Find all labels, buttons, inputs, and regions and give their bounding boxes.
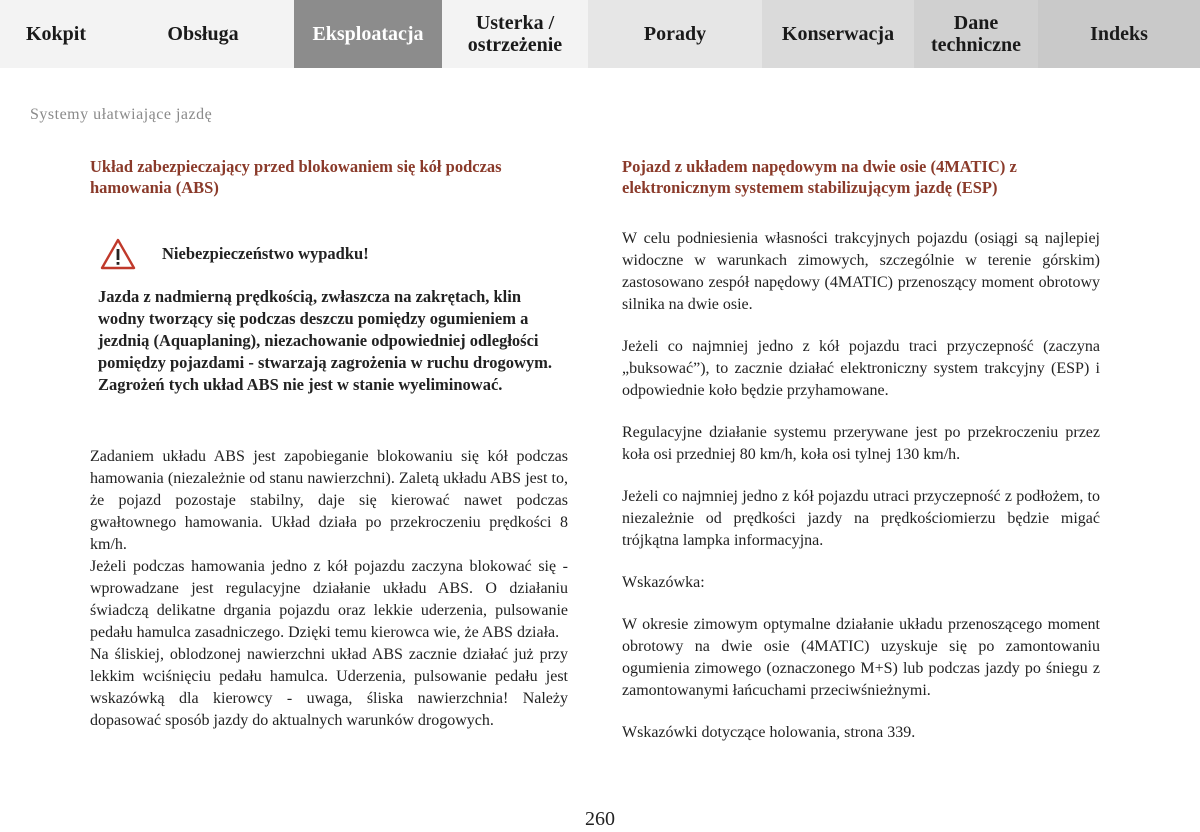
warning-title: Niebezpieczeństwo wypadku! [162,244,369,263]
tab-label: Kokpit [25,23,87,45]
warning-triangle-icon [100,238,136,270]
hint-label: Wskazówka: [622,574,705,591]
esp-paragraph: W okresie zimowym optymalne działanie układu przenoszącego moment obrotowy na dwie osie (4MATIC) uzyskuje się po zamontowaniu ogumienia zimowego (oznaczonego M+S) lub podczas jazdy po śniegu z zamontowanymi łańcuchami przeciwśnieżnymi. [622,616,1100,699]
esp-paragraph: W celu podniesienia własności trakcyjnych pojazdu (osiągi są najlepiej widoczne w warunkach zimowych, szczególnie w terenie górskim) zastosowano zespół napędowy (4MATIC) przenoszący moment obrotowy silnika na dwie osie. [622,230,1100,313]
tab-konserwacja[interactable] [762,0,914,68]
page-number: 260 [585,808,615,830]
esp-heading: Pojazd z układem napędowym na dwie osie (4MATIC) z elektronicznym systemem stabilizującym jazdę (ESP) [622,157,1017,197]
tab-dane-techniczne[interactable] [914,0,1038,68]
tab-label: Eksploatacja [312,23,424,45]
chapter-tabs [0,0,1200,68]
right-column [622,156,1100,764]
tab-label: Konserwacja [781,23,895,45]
tab-label: Dane techniczne [931,12,1021,56]
warning-header [90,238,568,270]
tab-label: Usterka / ostrzeżenie [467,12,563,56]
tab-label: Indeks [1090,23,1148,45]
warning-text: Jazda z nadmierną prędkością, zwłaszcza na zakrętach, klin wodny tworzący się podczas deszczu pomiędzy ogumieniem a jezdnią (Aquaplaning), niezachowanie odpowiedniej odległości pomiędzy pojazdami - stwarzają zagrożenia w ruchu drogowym. Zagrożeń tych układ ABS nie jest w stanie wyeliminować. [98,287,553,394]
left-column [90,156,568,732]
abs-paragraph: Na śliskiej, oblodzonej nawierzchni układ ABS zacznie działać już przy lekkim wciśnięciu pedału hamulca. Uderzenia, pulsowanie pedału jest wskazówką dla kierowcy - uwaga, śliska nawierzchnia! Należy dopasować sposób jazdy do aktualnych warunków drogowych. [90,646,568,729]
tab-obsluga[interactable] [112,0,294,68]
abs-paragraph: Jeżeli podczas hamowania jedno z kół pojazdu zaczyna blokować się - wprowadzane jest regulacyjne działanie układu ABS. O działaniu świadczą delikatne drgania pojazdu oraz lekkie uderzenia, pulsowanie pedału hamulca zasadniczego. Dzięki temu kierowca wie, że ABS działa. [90,558,568,641]
tab-eksploatacja[interactable] [294,0,442,68]
warning-box [90,238,568,396]
towing-reference: Wskazówki dotyczące holowania, strona 339. [622,724,916,741]
section-title: Systemy ułatwiające jazdę [30,106,213,123]
esp-paragraph: Jeżeli co najmniej jedno z kół pojazdu traci przyczepność (zaczyna „buksować”), to zacznie działać elektroniczny system trakcyjny (ESP) i odpowiednie koło będzie przyhamowane. [622,338,1100,399]
abs-body [90,446,568,732]
abs-heading: Układ zabezpieczający przed blokowaniem się kół podczas hamowania (ABS) [90,157,502,197]
tab-label: Obsługa [167,23,239,45]
tab-kokpit[interactable] [0,0,112,68]
tab-porady[interactable] [588,0,762,68]
tab-usterka-ostrzezenie[interactable] [442,0,588,68]
esp-paragraph: Regulacyjne działanie systemu przerywane jest po przekroczeniu przez koła osi przedniej 80 km/h, koła osi tylnej 130 km/h. [622,424,1100,463]
abs-paragraph: Zadaniem układu ABS jest zapobieganie blokowaniu się kół podczas hamowania (niezależnie od stanu nawierzchni). Zaletą układu ABS jest to, że pojazd pozostaje stabilny, daje się kierować nawet podczas gwałtownego hamowania. Układ działa po przekroczeniu prędkości 8 km/h. [90,448,568,553]
esp-paragraph: Jeżeli co najmniej jedno z kół pojazdu utraci przyczepność z podłożem, to niezależnie od prędkości jazdy na prędkościomierzu będzie migać trójkątna lampka informacyjna. [622,488,1100,549]
tab-indeks[interactable] [1038,0,1200,68]
tab-label: Porady [643,23,707,45]
